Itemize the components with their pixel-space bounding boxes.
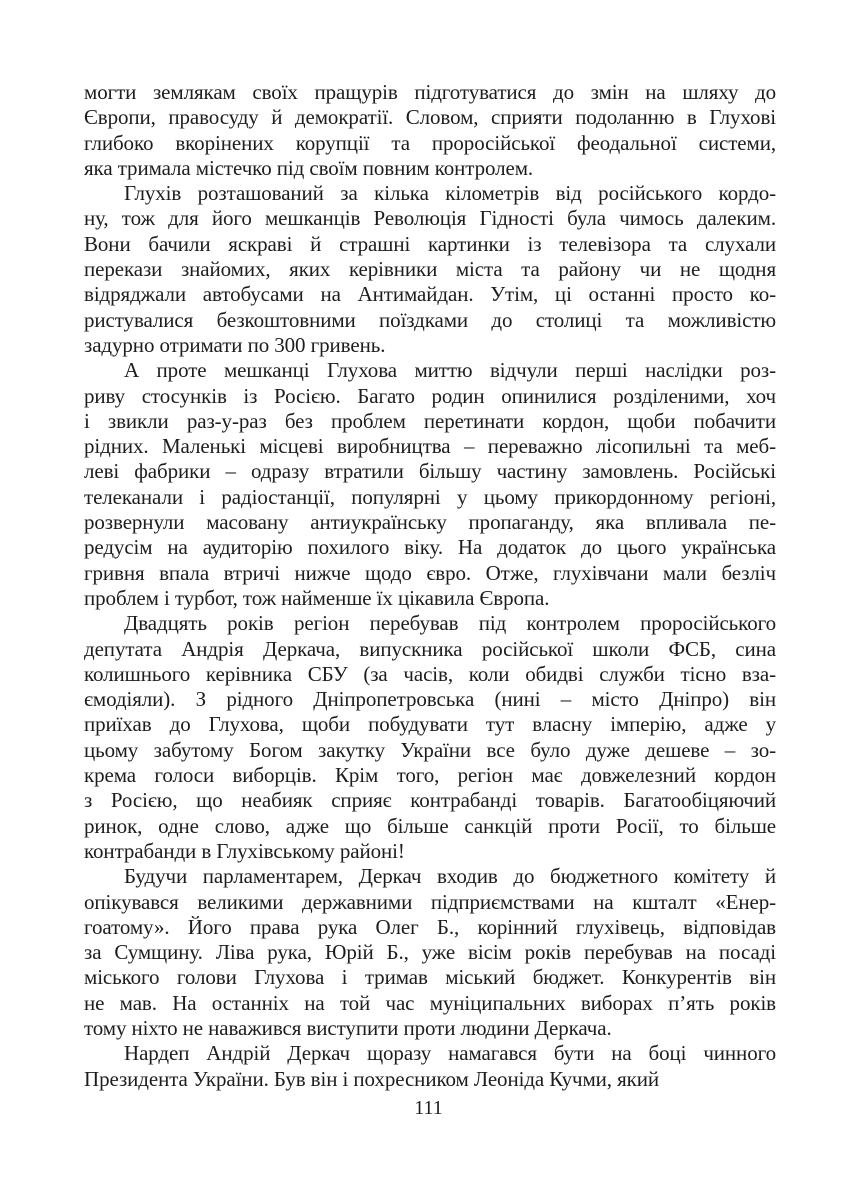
text-line: опікувався великими державними підприємствами на кшталт «Енер- bbox=[84, 889, 776, 914]
text-line: Європи, правосуду й демократії. Словом, сприяти подоланню в Глухові bbox=[84, 105, 776, 130]
text-line: ристувалися безкоштовними поїздками до столиці та можливістю bbox=[84, 307, 776, 332]
paragraph bbox=[84, 80, 776, 181]
text-line: міського голови Глухова і тримав міський бюджет. Конкурентів він bbox=[84, 965, 776, 990]
text-line: редусім на аудиторію похилого віку. На додаток до цього українська bbox=[84, 535, 776, 560]
paragraph bbox=[84, 611, 776, 864]
text-line: перекази знайомих, яких керівники міста та району чи не щодня bbox=[84, 257, 776, 282]
text-line: розвернули масовану антиукраїнську пропаганду, яка впливала пе- bbox=[84, 510, 776, 535]
text-line: гривня впала втричі нижче щодо євро. Отже, глухівчани мали безліч bbox=[84, 560, 776, 585]
text-line: депутата Андрія Деркача, випускника російської школи ФСБ, сина bbox=[84, 636, 776, 661]
text-line: і звикли раз-у-раз без проблем перетинати кордон, щоби побачити bbox=[84, 408, 776, 433]
text-line: леві фабрики – одразу втратили більшу частину замовлень. Російські bbox=[84, 459, 776, 484]
text-line: яка тримала містечко під своїм повним контролем. bbox=[84, 155, 534, 180]
text-line: контрабанди в Глухівському районі! bbox=[84, 838, 405, 863]
text-line: крема голоси виборців. Крім того, регіон має довжелезний кордон bbox=[84, 763, 776, 788]
text-line: могти землякам своїх пращурів підготуватися до змін на шляху до bbox=[84, 80, 776, 104]
text-line: Глухів розташований за кілька кілометрів від російського кордо- bbox=[124, 181, 776, 206]
text-line: колишнього керівника СБУ (за часів, коли обидві служби тісно вза- bbox=[84, 661, 776, 686]
paragraph bbox=[84, 1041, 776, 1092]
text-line: відряджали автобусами на Антимайдан. Утім, ці останні просто ко- bbox=[84, 282, 776, 307]
text-line: гоатому». Його права рука Олег Б., корінний глухівець, відповідав bbox=[84, 914, 776, 939]
text-line: Президента України. Був він і похресником Леоніда Кучми, який bbox=[84, 1066, 660, 1091]
text-line: глибоко вкорінених корупції та проросійської феодальної системи, bbox=[84, 130, 776, 155]
text-line: задурно отримати по 300 гривень. bbox=[84, 332, 386, 357]
text-line: Вони бачили яскраві й страшні картинки із телевізора та слухали bbox=[84, 231, 776, 256]
text-line: проблем і турбот, тож найменше їх цікавила Європа. bbox=[84, 585, 550, 610]
text-line: А проте мешканці Глухова миттю відчули перші наслідки роз- bbox=[124, 358, 776, 383]
text-line: ринок, одне слово, адже що більше санкцій проти Росії, то більше bbox=[84, 813, 776, 838]
paragraph bbox=[84, 358, 776, 611]
text-line: Будучи парламентарем, Деркач входив до бюджетного комітету й bbox=[124, 864, 776, 889]
text-line: не мав. На останніх на той час муніципальних виборах п’ять років bbox=[84, 990, 776, 1015]
page-number: 111 bbox=[414, 1097, 443, 1119]
text-line: рідних. Маленькі місцеві виробництва – переважно лісопильні та меб- bbox=[84, 434, 776, 459]
paragraph bbox=[84, 864, 776, 1041]
paragraph bbox=[84, 181, 776, 358]
text-line: ну, тож для його мешканців Революція Гідності була чимось далеким. bbox=[84, 206, 776, 231]
text-line: телеканали і радіостанції, популярні у цьому прикордонному регіоні, bbox=[84, 484, 776, 509]
text-line: тому ніхто не наважився виступити проти людини Деркача. bbox=[84, 1015, 612, 1040]
text-line: Нардеп Андрій Деркач щоразу намагався бути на боці чинного bbox=[124, 1041, 776, 1066]
text-line: з Росією, що неабияк сприяє контрабанді товарів. Багатообіцяючий bbox=[84, 788, 776, 813]
text-line: ємодіяли). З рідного Дніпропетровська (нині – місто Дніпро) він bbox=[84, 687, 776, 712]
text-line: приїхав до Глухова, щоби побудувати тут власну імперію, адже у bbox=[84, 712, 776, 737]
text-line: Двадцять років регіон перебував під контролем проросійського bbox=[124, 611, 776, 636]
text-line: риву стосунків із Росією. Багато родин опинилися розділеними, хоч bbox=[84, 383, 776, 408]
text-line: цьому забутому Богом закутку України все було дуже дешеве – зо- bbox=[84, 737, 776, 762]
text-line: за Сумщину. Ліва рука, Юрій Б., уже вісім років перебував на посаді bbox=[84, 940, 776, 965]
text-block bbox=[84, 80, 776, 1092]
